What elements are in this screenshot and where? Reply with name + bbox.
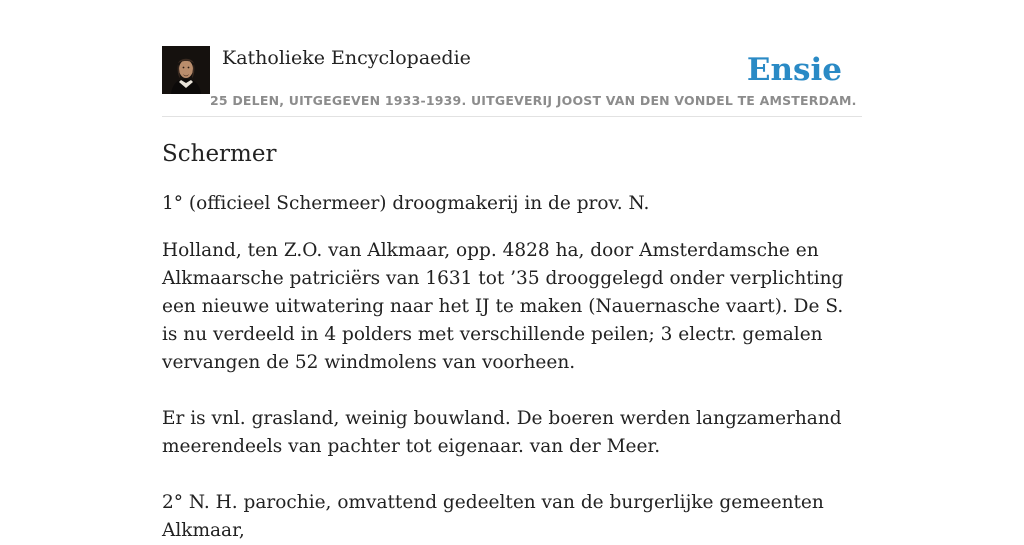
article-paragraph-2: Holland, ten Z.O. van Alkmaar, opp. 4828 ha, door Amsterdamsche en Alkmaarsche patriciërs van 1631 tot ’35 drooggelegd onder verplichting een nieuwe uitwatering naar het IJ te maken (Nauernasche vaart). De S. is nu verdeeld in 4 polders met verschillende peilen; 3 electr. gemalen vervangen de 52 windmolens van voorheen.	[162, 240, 844, 373]
site-title-link[interactable]: Katholieke Encyclopaedie	[222, 47, 471, 69]
article-title: Schermer	[162, 141, 277, 167]
article-paragraph-1: 1° (officieel Schermeer) droogmakerij in de prov. N.	[162, 193, 650, 214]
article-paragraph-4: 2° N. H. parochie, omvattend gedeelten van de burgerlijke gemeenten Alkmaar,	[162, 492, 824, 541]
publication-subtitle: 25 DELEN, UITGEGEVEN 1933-1939. UITGEVERIJ JOOST VAN DEN VONDEL TE AMSTERDAM.	[210, 93, 857, 108]
article-paragraph-3: Er is vnl. grasland, weinig bouwland. De boeren werden langzamerhand meerendeels van pachter tot eigenaar. van der Meer.	[162, 408, 842, 457]
ensie-logo-link[interactable]: Ensie	[746, 52, 842, 88]
article-content	[162, 138, 862, 545]
portrait-avatar-icon[interactable]	[162, 46, 210, 94]
site-header	[162, 46, 862, 117]
